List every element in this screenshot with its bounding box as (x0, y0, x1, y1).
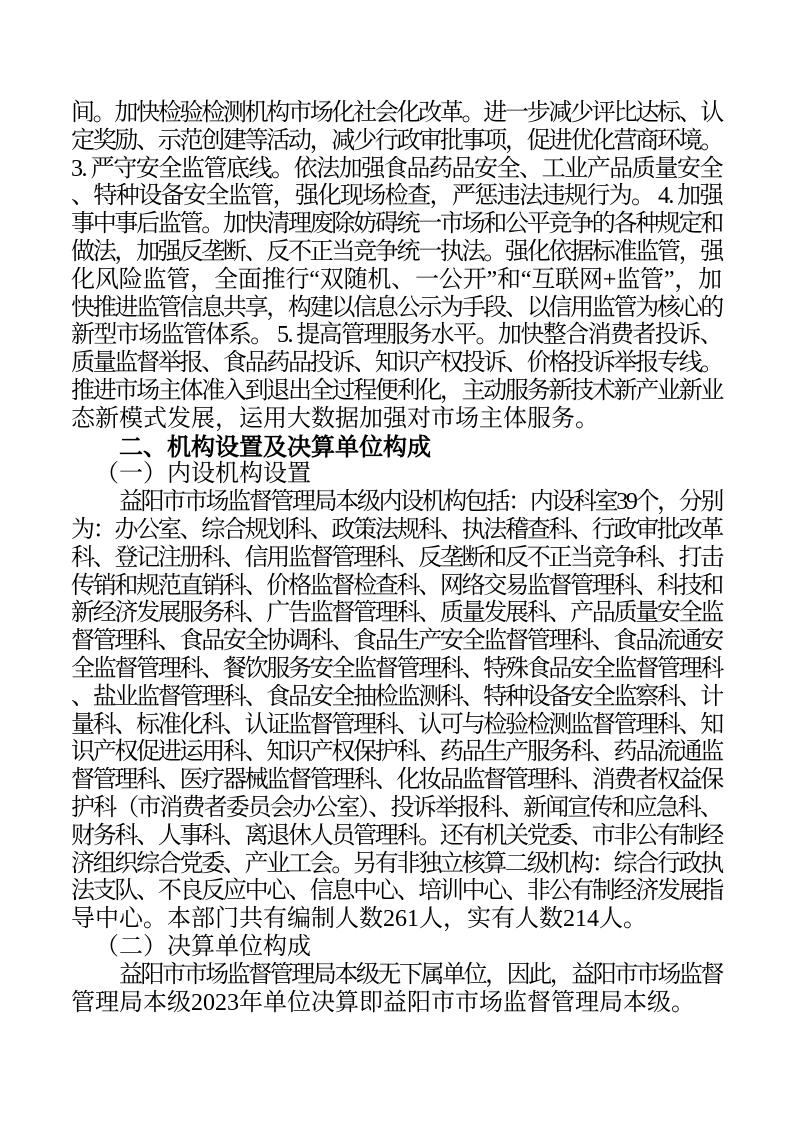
para-internal-organization-line-10: 识产权促进运用科、知识产权保护科、药品生产服务科、药品流通监 (71, 739, 722, 766)
para-regulation-reform-line-10: 质量监督举报、食品药品投诉、知识产权投诉、价格投诉举报专线。 (71, 350, 722, 377)
para-internal-organization-line-6: 督管理科、食品安全协调科、食品生产安全监督管理科、食品流通安 (71, 628, 722, 655)
para-internal-organization-line-4: 传销和规范直销科、价格监督检查科、网络交易监督管理科、科技和 (71, 572, 722, 599)
heading-subsection-2-2: （二）决算单位构成 (95, 933, 311, 960)
para-internal-organization-line-11: 督管理科、医疗器械监督管理科、化妆品监督管理科、消费者权益保 (71, 767, 722, 794)
heading-subsection-2-1: （一）内设机构设置 (95, 461, 311, 488)
para-internal-organization-line-3: 科、登记注册科、信用监督管理科、反垄断和反不正当竞争科、打击 (71, 544, 722, 571)
para-regulation-reform-line-6: 做法，加强反垄断、反不正当竞争统一执法。强化依据标准监管，强 (71, 238, 722, 265)
para-regulation-reform-line-5: 事中事后监管。加快清理废除妨碍统一市场和公平竞争的各种规定和 (71, 211, 722, 238)
para-internal-organization-line-15: 法支队、不良反应中心、信息中心、培训中心、非公有制经济发展指 (71, 878, 722, 905)
para-regulation-reform-line-4: 、特种设备安全监管，强化现场检查，严惩违法违规行为。 4. 加强 (71, 183, 722, 210)
para-regulation-reform-line-2: 定奖励、示范创建等活动，减少行政审批事项，促进优化营商环境。 (71, 127, 722, 154)
para-regulation-reform-line-9: 新型市场监管体系。 5. 提高管理服务水平。加快整合消费者投诉、 (71, 322, 722, 349)
para-internal-organization-line-14: 济组织综合党委、产业工会。另有非独立核算二级机构：综合行政执 (71, 850, 722, 877)
para-internal-organization-line-5: 新经济发展服务科、广告监督管理科、质量发展科、产品质量安全监 (71, 600, 722, 627)
para-regulation-reform-line-8: 快推进监管信息共享，构建以信息公示为手段、以信用监管为核心的 (71, 294, 722, 321)
para-regulation-reform-line-1: 间。加快检验检测机构市场化社会化改革。进一步减少评比达标、认 (71, 100, 722, 126)
heading-section-2: 二、机构设置及决算单位构成 (119, 433, 431, 461)
para-regulation-reform-line-12: 态新模式发展，运用大数据加强对市场主体服务。 (71, 405, 599, 432)
para-internal-organization-line-13: 财务科、人事科、离退休人员管理科。还有机关党委、市非公有制经 (71, 822, 722, 849)
para-unit-composition-line-2: 管理局本级2023年单位决算即益阳市市场监督管理局本级。 (71, 989, 695, 1016)
para-internal-organization-line-1: 益阳市市场监督管理局本级内设机构包括：内设科室39个，分别 (119, 489, 722, 516)
para-internal-organization-line-8: 、盐业监督管理科、食品安全抽检监测科、特种设备安全监察科、计 (71, 683, 722, 710)
para-regulation-reform-line-11: 推进市场主体准入到退出全过程便利化，主动服务新技术新产业新业 (71, 377, 722, 404)
para-internal-organization-line-16: 导中心。本部门共有编制人数261人，实有人数214人。 (71, 906, 647, 933)
document-body (71, 100, 722, 1017)
para-unit-composition-line-1: 益阳市市场监督管理局本级无下属单位，因此，益阳市市场监督 (119, 961, 722, 988)
para-internal-organization-line-7: 全监督管理科、餐饮服务安全监督管理科、特殊食品安全监督管理科 (71, 655, 722, 682)
para-regulation-reform-line-7: 化风险监管，全面推行“双随机、一公开”和“互联网+监管”，加 (71, 266, 722, 293)
para-regulation-reform-line-3: 3. 严守安全监管底线。依法加强食品药品安全、工业产品质量安全 (71, 155, 722, 182)
para-internal-organization-line-2: 为：办公室、综合规划科、政策法规科、执法稽查科、行政审批改革 (71, 516, 722, 543)
para-internal-organization-line-9: 量科、标准化科、认证监督管理科、认可与检验检测监督管理科、知 (71, 711, 722, 738)
para-internal-organization-line-12: 护科（市消费者委员会办公室）、投诉举报科、新闻宣传和应急科、 (71, 794, 722, 821)
